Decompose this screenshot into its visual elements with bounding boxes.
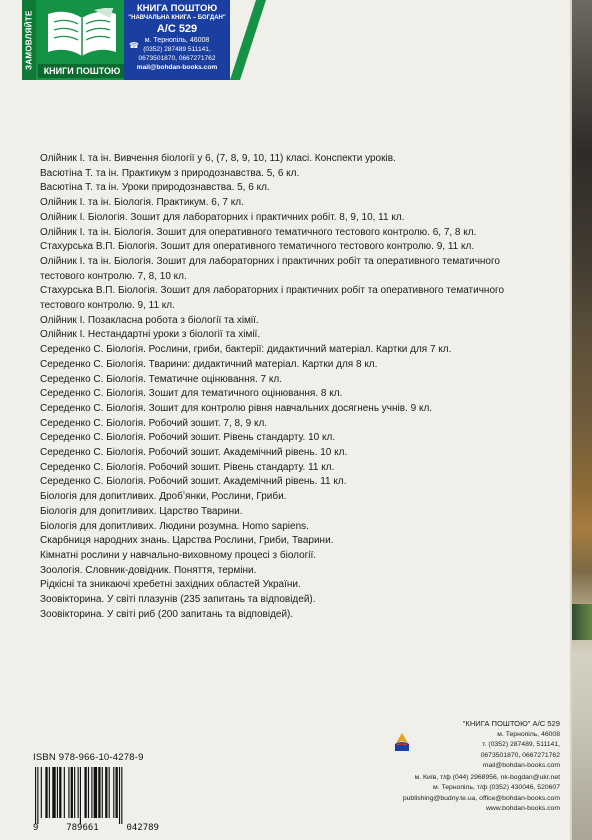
book-list-item: Середенко С. Біологія. Робочий зошит. Академічний рівень. 11 кл. (40, 476, 347, 488)
book-list-item: Олійник І. та ін. Вивчення біології у 6, (7, 8, 9, 10, 11) класі. Конспекти уроків. (40, 153, 396, 164)
barcode-digits (33, 823, 159, 833)
green-slash-decoration (230, 0, 266, 80)
book-list-item: Зоологія. Словник-довідник. Поняття, терміни. (40, 564, 257, 576)
book-list-item: Біологія для допитливих. Царство Тварини. (40, 505, 243, 517)
mail-order-info (124, 0, 230, 80)
book-list-item: Олійник І. Позакласна робота з біології та хімії. (40, 314, 259, 326)
publisher-mobile: 0673501870, 0667271762 (480, 751, 560, 759)
book-list-item: Середенко С. Біологія. Зошит для контролю рівня навчальних досягнень учнів. 9 кл. (40, 402, 433, 414)
contact-line: publishing@budny.te.ua, office@bohdan-books.com (402, 794, 560, 802)
contact-line: м. Київ, т/ф (044) 2968956, nk-bogdan@ukr.net (414, 774, 560, 781)
book-list-item: Олійник І. та ін. Біологія. Практикум. 6, 7 кл. (40, 197, 244, 209)
order-title: КНИГА ПОШТОЮ (136, 3, 218, 14)
publisher-city: м. Тернопіль, 46008 (497, 730, 560, 738)
book-list-item: Середенко С. Біологія. Робочий зошит. Рівень стандарту. 10 кл. (40, 432, 336, 444)
book-list-item: Олійник І. та ін. Біологія. Зошит для лабораторних і практичних робіт та оперативного тематичного (40, 255, 500, 267)
order-email: mail@bohdan-books.com (136, 64, 218, 71)
cover-photo-edge (572, 0, 592, 840)
book-list-item: Біологія для допитливих. Дробʼянки, Рослини, Гриби. (40, 491, 287, 503)
order-po-box: А/С 529 (156, 23, 198, 35)
isbn-label: ISBN 978-966-10-4278-9 (33, 752, 144, 763)
order-logo-label: КНИГИ ПОШТОЮ (38, 64, 126, 78)
book-list-item: Біологія для допитливих. Людини розумна. Homo sapiens. (40, 520, 309, 532)
book-list-item: Олійник І. та ін. Біологія. Зошит для оперативного тематичного тестового контролю. 6, 7, 8 кл. (40, 226, 477, 238)
book-list-item: Скарбниця народних знань. Царства Рослини, Гриби, Тварини. (40, 535, 334, 547)
book-list-item: Зоовікторина. У світі плазунів (235 запитань та відповідей). (40, 594, 316, 606)
order-phones-2: 0673501870, 0667271762 (138, 55, 216, 62)
book-list-item: Зоовікторина. У світі риб (200 запитань та відповідей). (40, 608, 294, 620)
book-list-item: Середенко С. Біологія. Тварини: дидактичний матеріал. Картки для 8 кл. (40, 358, 378, 370)
book-list-item: Середенко С. Біологія. Робочий зошит. Рівень стандарту. 11 кл. (40, 461, 335, 473)
book-list-item: Рідкісні та зникаючі хребетні західних областей України. (40, 579, 301, 591)
mail-order-logo (22, 0, 126, 80)
book-list-item: Середенко С. Біологія. Зошит для тематичного оцінювання. 8 кл. (40, 388, 343, 400)
book-list-item: Середенко С. Біологія. Робочий зошит. Академічний рівень. 10 кл. (40, 447, 348, 459)
book-list-item: Стахурська В.П. Біологія. Зошит для оперативного тематичного тестового контролю. 9, 11 кл. (40, 241, 475, 253)
publisher-phones: т. (0352) 287489, 511141, (482, 741, 560, 748)
book-list-item: Васютіна Т. та ін. Практикум з природознавства. 5, 6 кл. (40, 167, 300, 179)
book-list-item: Кімнатні рослини у навчально-виховному процесі з біології. (40, 549, 317, 561)
publisher-name: "КНИГА ПОШТОЮ" А/С 529 (462, 719, 560, 728)
publisher-email: mail@bohdan-books.com (482, 762, 560, 769)
order-phones-1: (0352) 287489 511141, (143, 46, 211, 53)
book-list (40, 152, 550, 623)
book-list-item: Середенко С. Біологія. Рослини, гриби, бактерії: дидактичний матеріал. Картки для 7 кл. (40, 344, 452, 356)
book-list-item: тестового контролю. 7, 8, 10 кл. (40, 270, 187, 282)
contact-line: м. Тернопіль, т/ф (0352) 430046, 520607 (433, 784, 560, 792)
book-list-item: Олійник І. Нестандартні уроки з біології та хімії. (40, 329, 261, 341)
barcode-digit-group: 789661 (66, 823, 99, 833)
order-subtitle: "НАВЧАЛЬНА КНИГА – БОГДАН" (128, 15, 226, 21)
book-list-item: Середенко С. Біологія. Робочий зошит. 7, 8, 9 кл. (40, 417, 268, 429)
publisher-block (370, 719, 560, 772)
order-city: м. Тернопіль, 46008 (144, 37, 210, 44)
open-book-icon (44, 8, 120, 60)
book-list-item: Васютіна Т. та ін. Уроки природознавства. 5, 6 кл. (40, 182, 270, 194)
barcode-digit-group: 042789 (126, 823, 159, 833)
book-list-item: Стахурська В.П. Біологія. Зошит для лабораторних і практичних робіт та оперативного тематичного (40, 285, 505, 297)
barcode-digit-group: 9 (33, 823, 39, 833)
barcode-image (33, 767, 159, 824)
contacts-block (330, 773, 560, 815)
phone-icon: ☎ (129, 41, 139, 50)
contact-line: www.bohdan-books.com (485, 805, 560, 813)
book-list-item: Олійник І. Біологія. Зошит для лабораторних і практичних робіт. 8, 9, 10, 11 кл. (40, 211, 405, 223)
book-list-item: тестового контролю. 9, 11 кл. (40, 300, 175, 312)
order-vertical-text: ЗАМОВЛЯЙТЕ (22, 0, 36, 80)
book-list-item: Середенко С. Біологія. Тематичне оцінювання. 7 кл. (40, 373, 283, 385)
